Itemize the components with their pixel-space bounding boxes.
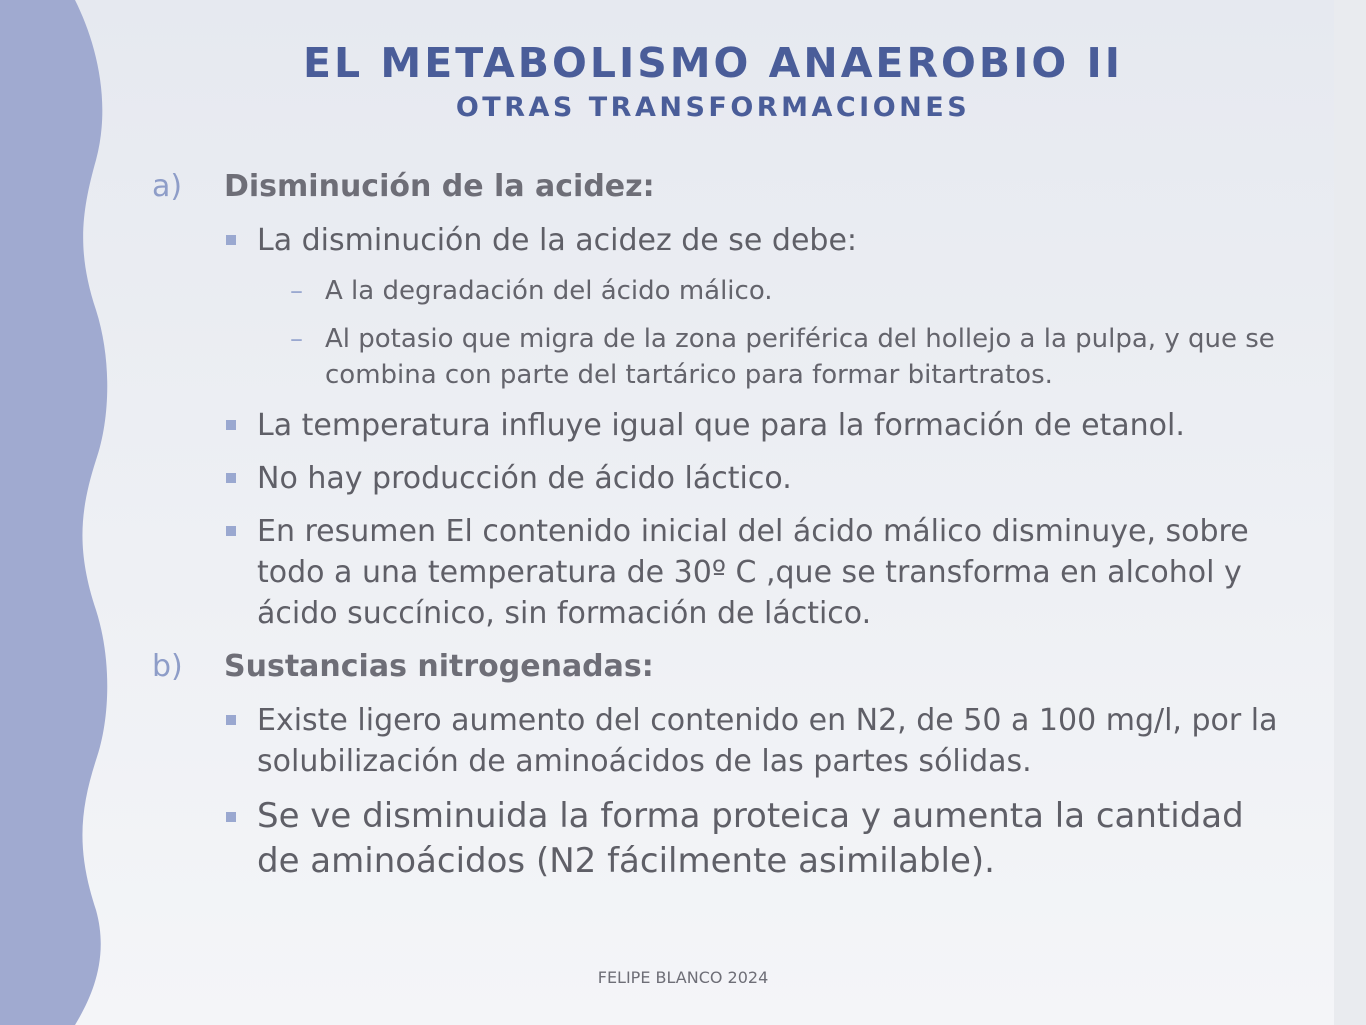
bullet-item (152, 405, 1282, 446)
wave-decoration (0, 0, 110, 1025)
section-letter-a: a) (152, 169, 183, 204)
sub-bullet-item (152, 321, 1282, 393)
footer-author: FELIPE BLANCO 2024 (597, 968, 769, 987)
dash-bullet-icon: – (290, 324, 303, 354)
square-bullet-icon (226, 420, 236, 430)
bullet-item (152, 220, 1282, 261)
bullet-text: Se ve disminuida la forma proteica y aumenta la cantidad de aminoácidos (N2 fácilmente asimilable). (257, 796, 1244, 881)
bullet-text: La temperatura influye igual que para la formación de etanol. (257, 408, 1185, 443)
section-title-b: Sustancias nitrogenadas: (224, 649, 654, 684)
bullet-text: Existe ligero aumento del contenido en N2, de 50 a 100 mg/l, por la solubilización de aminoácidos de las partes sólidas. (257, 703, 1278, 779)
square-bullet-icon (226, 526, 236, 536)
bullet-item (152, 794, 1282, 884)
square-bullet-icon (226, 812, 236, 822)
bullet-item (152, 700, 1282, 782)
title-block (110, 36, 1316, 126)
section-heading-b (152, 646, 1282, 688)
sub-bullet-item (152, 273, 1282, 309)
sub-bullet-text: Al potasio que migra de la zona periférica del hollejo a la pulpa, y que se combina con parte del tartárico para formar bitartratos. (325, 324, 1275, 390)
dash-bullet-icon: – (290, 276, 303, 306)
sub-bullet-text: A la degradación del ácido málico. (325, 276, 773, 306)
square-bullet-icon (226, 715, 236, 725)
bullet-text: En resumen El contenido inicial del ácido málico disminuye, sobre todo a una temperatura de 30º C ,que se transforma en alcohol y ácido succínico, sin formación de láctico. (257, 514, 1249, 631)
bullet-item (152, 458, 1282, 499)
right-edge-band (1334, 0, 1366, 1025)
bullet-text: No hay producción de ácido láctico. (257, 461, 792, 496)
slide-subtitle: OTRAS TRANSFORMACIONES (455, 92, 971, 123)
bullet-text: La disminución de la acidez de se debe: (257, 223, 858, 258)
section-heading-a (152, 166, 1282, 208)
square-bullet-icon (226, 235, 236, 245)
square-bullet-icon (226, 473, 236, 483)
bullet-item (152, 511, 1282, 634)
slide-content (152, 162, 1282, 884)
section-title-a: Disminución de la acidez: (224, 169, 655, 204)
slide-title: EL METABOLISMO ANAEROBIO II (302, 39, 1124, 87)
section-letter-b: b) (152, 649, 183, 684)
